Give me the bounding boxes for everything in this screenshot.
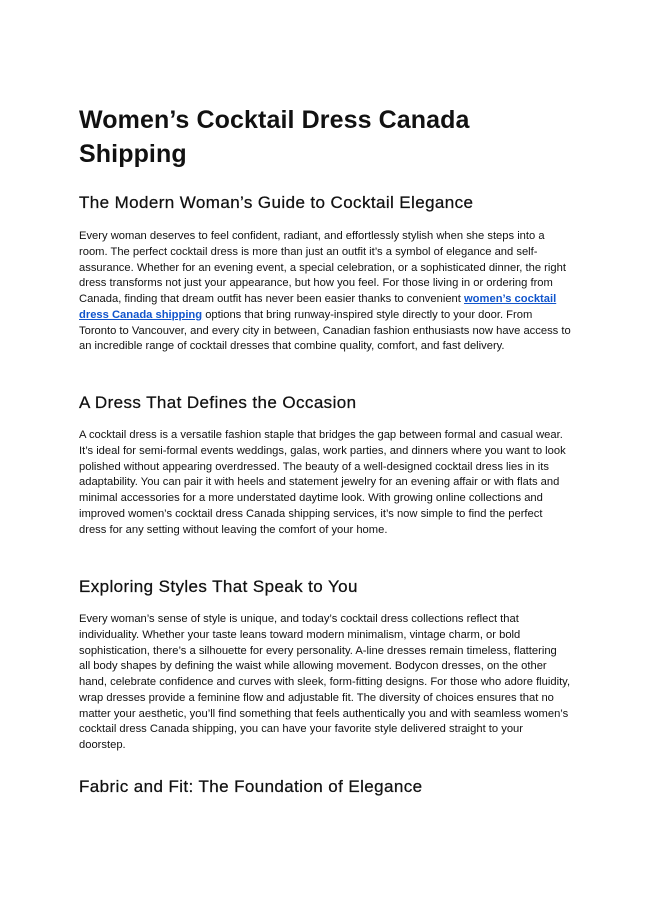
paragraph-text: options that bring runway-inspired style directly to your door. From Toronto to Vancouver, and every city in between, Canadian fashion enthusiasts now have access to an incredible range of cocktail dresses that combine quality, comfort, and fast delivery. [79,308,571,353]
section-heading-fabric-fit: Fabric and Fit: The Foundation of Elegance [79,777,423,796]
section-heading-defines-occasion: A Dress That Defines the Occasion [79,393,357,412]
document-title: Women’s Cocktail Dress Canada Shipping [79,106,470,168]
paragraph-text: Every woman deserves to feel confident, radiant, and effortlessly stylish when she steps into a room. The perfect cocktail dress is more than just an outfit it’s a symbol of elegance and self-assurance. Whether for an evening event, a special celebration, or a sophisticated dinner, the right dress transforms not just your appearance, but how you feel. For those living in or ordering from Canada, finding that dream outfit has never been easier thanks to convenient [79,230,566,305]
section-paragraph-exploring-styles: Every woman’s sense of style is unique, and today’s cocktail dress collections reflect that individuality. Whether your taste leans toward modern minimalism, vintage charm, or bold sophistication, there’s a silhouette for every personality. A-line dresses remain timeless, flattering all body shapes by defining the waist while allowing movement. Bodycon dresses, on the other hand, celebrate confidence and curves with sleek, form-fitting designs. For those who adore fluidity, wrap dresses provide a feminine flow and adjustable fit. The diversity of choices ensures that no matter your aesthetic, you’ll find something that feels authentically you and with seamless women’s cocktail dress Canada shipping, you can have your favorite style delivered straight to your doorstep. [79,613,571,751]
section-paragraph-defines-occasion: A cocktail dress is a versatile fashion staple that bridges the gap between formal and casual wear. It’s ideal for semi-formal events weddings, galas, work parties, and dinners where you want to look polished without appearing overdressed. The beauty of a well-designed cocktail dress lies in its adaptability. You can pair it with heels and statement jewelry for an evening affair or with flats and minimal accessories for a more understated daytime look. With growing online collections and improved women’s cocktail dress Canada shipping services, it’s now simple to find the perfect dress for any setting without leaving the comfort of your home. [79,429,566,536]
cocktail-dress-shipping-link[interactable]: women’s cocktail dress Canada shipping [79,293,557,321]
section-paragraph-modern-guide [79,229,571,355]
section-heading-modern-guide: The Modern Woman’s Guide to Cocktail Elegance [79,193,474,212]
section-heading-exploring-styles: Exploring Styles That Speak to You [79,577,358,596]
